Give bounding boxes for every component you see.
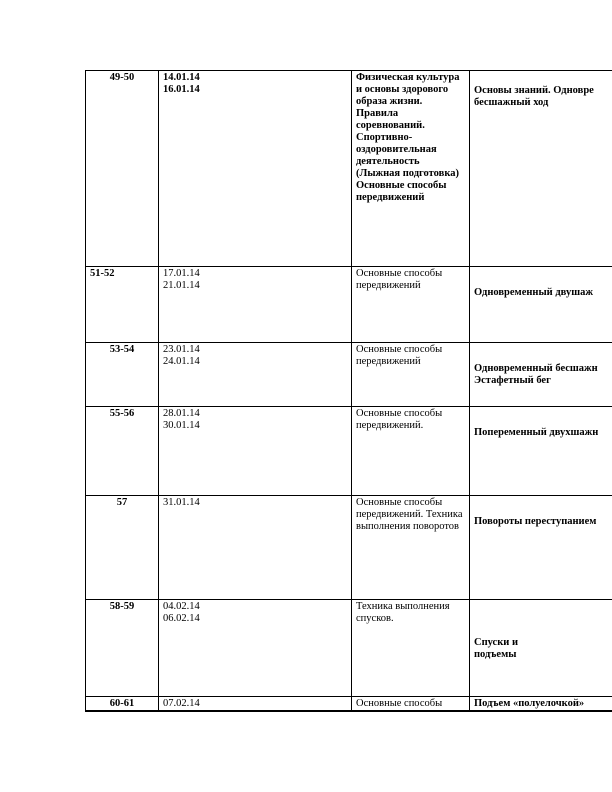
- table-row: [86, 407, 612, 496]
- lesson-dates: 14.01.14 16.01.14: [159, 71, 352, 267]
- lesson-content: Одновременный двушаж: [470, 267, 612, 343]
- lesson-number: 57: [86, 496, 159, 600]
- lesson-number: 55-56: [86, 407, 159, 496]
- lesson-dates: 28.01.14 30.01.14: [159, 407, 352, 496]
- lesson-content: Основы знаний. Одновре бесшажный ход: [470, 71, 612, 267]
- lesson-number: 58-59: [86, 600, 159, 697]
- lesson-dates: 31.01.14: [159, 496, 352, 600]
- table-row: [86, 71, 612, 267]
- lesson-number: 53-54: [86, 343, 159, 407]
- table-row: [86, 496, 612, 600]
- lesson-dates: 23.01.14 24.01.14: [159, 343, 352, 407]
- lesson-number: 51-52: [86, 267, 159, 343]
- lesson-dates: 07.02.14: [159, 697, 352, 712]
- lesson-topic: Основные способы: [352, 697, 470, 712]
- lesson-topic: Основные способы передвижений: [352, 267, 470, 343]
- table-row: [86, 343, 612, 407]
- lesson-topic: Основные способы передвижений.: [352, 407, 470, 496]
- lesson-content: Спуски и подъемы: [470, 600, 612, 697]
- lesson-content: Попеременный двухшажн: [470, 407, 612, 496]
- lesson-topic: Основные способы передвижений. Техника выполнения поворотов: [352, 496, 470, 600]
- lesson-topic: Физическая культура и основы здорового образа жизни. Правила соревнований. Спортивно-оздоровительная деятельность (Лыжная подготовка) Основные способы передвижений: [352, 71, 470, 267]
- lesson-content: Повороты переступанием: [470, 496, 612, 600]
- lesson-content: Подъем «полуелочкой»: [470, 697, 612, 712]
- table-row: [86, 267, 612, 343]
- table-row: [86, 697, 612, 712]
- lesson-number: 60-61: [86, 697, 159, 712]
- lesson-topic: Техника выполнения спусков.: [352, 600, 470, 697]
- lesson-schedule-table: [85, 70, 612, 712]
- lesson-dates: 17.01.14 21.01.14: [159, 267, 352, 343]
- lesson-topic: Основные способы передвижений: [352, 343, 470, 407]
- lesson-dates: 04.02.14 06.02.14: [159, 600, 352, 697]
- lesson-number: 49-50: [86, 71, 159, 267]
- table-row: [86, 600, 612, 697]
- lesson-content: Одновременный бесшажн Эстафетный бег: [470, 343, 612, 407]
